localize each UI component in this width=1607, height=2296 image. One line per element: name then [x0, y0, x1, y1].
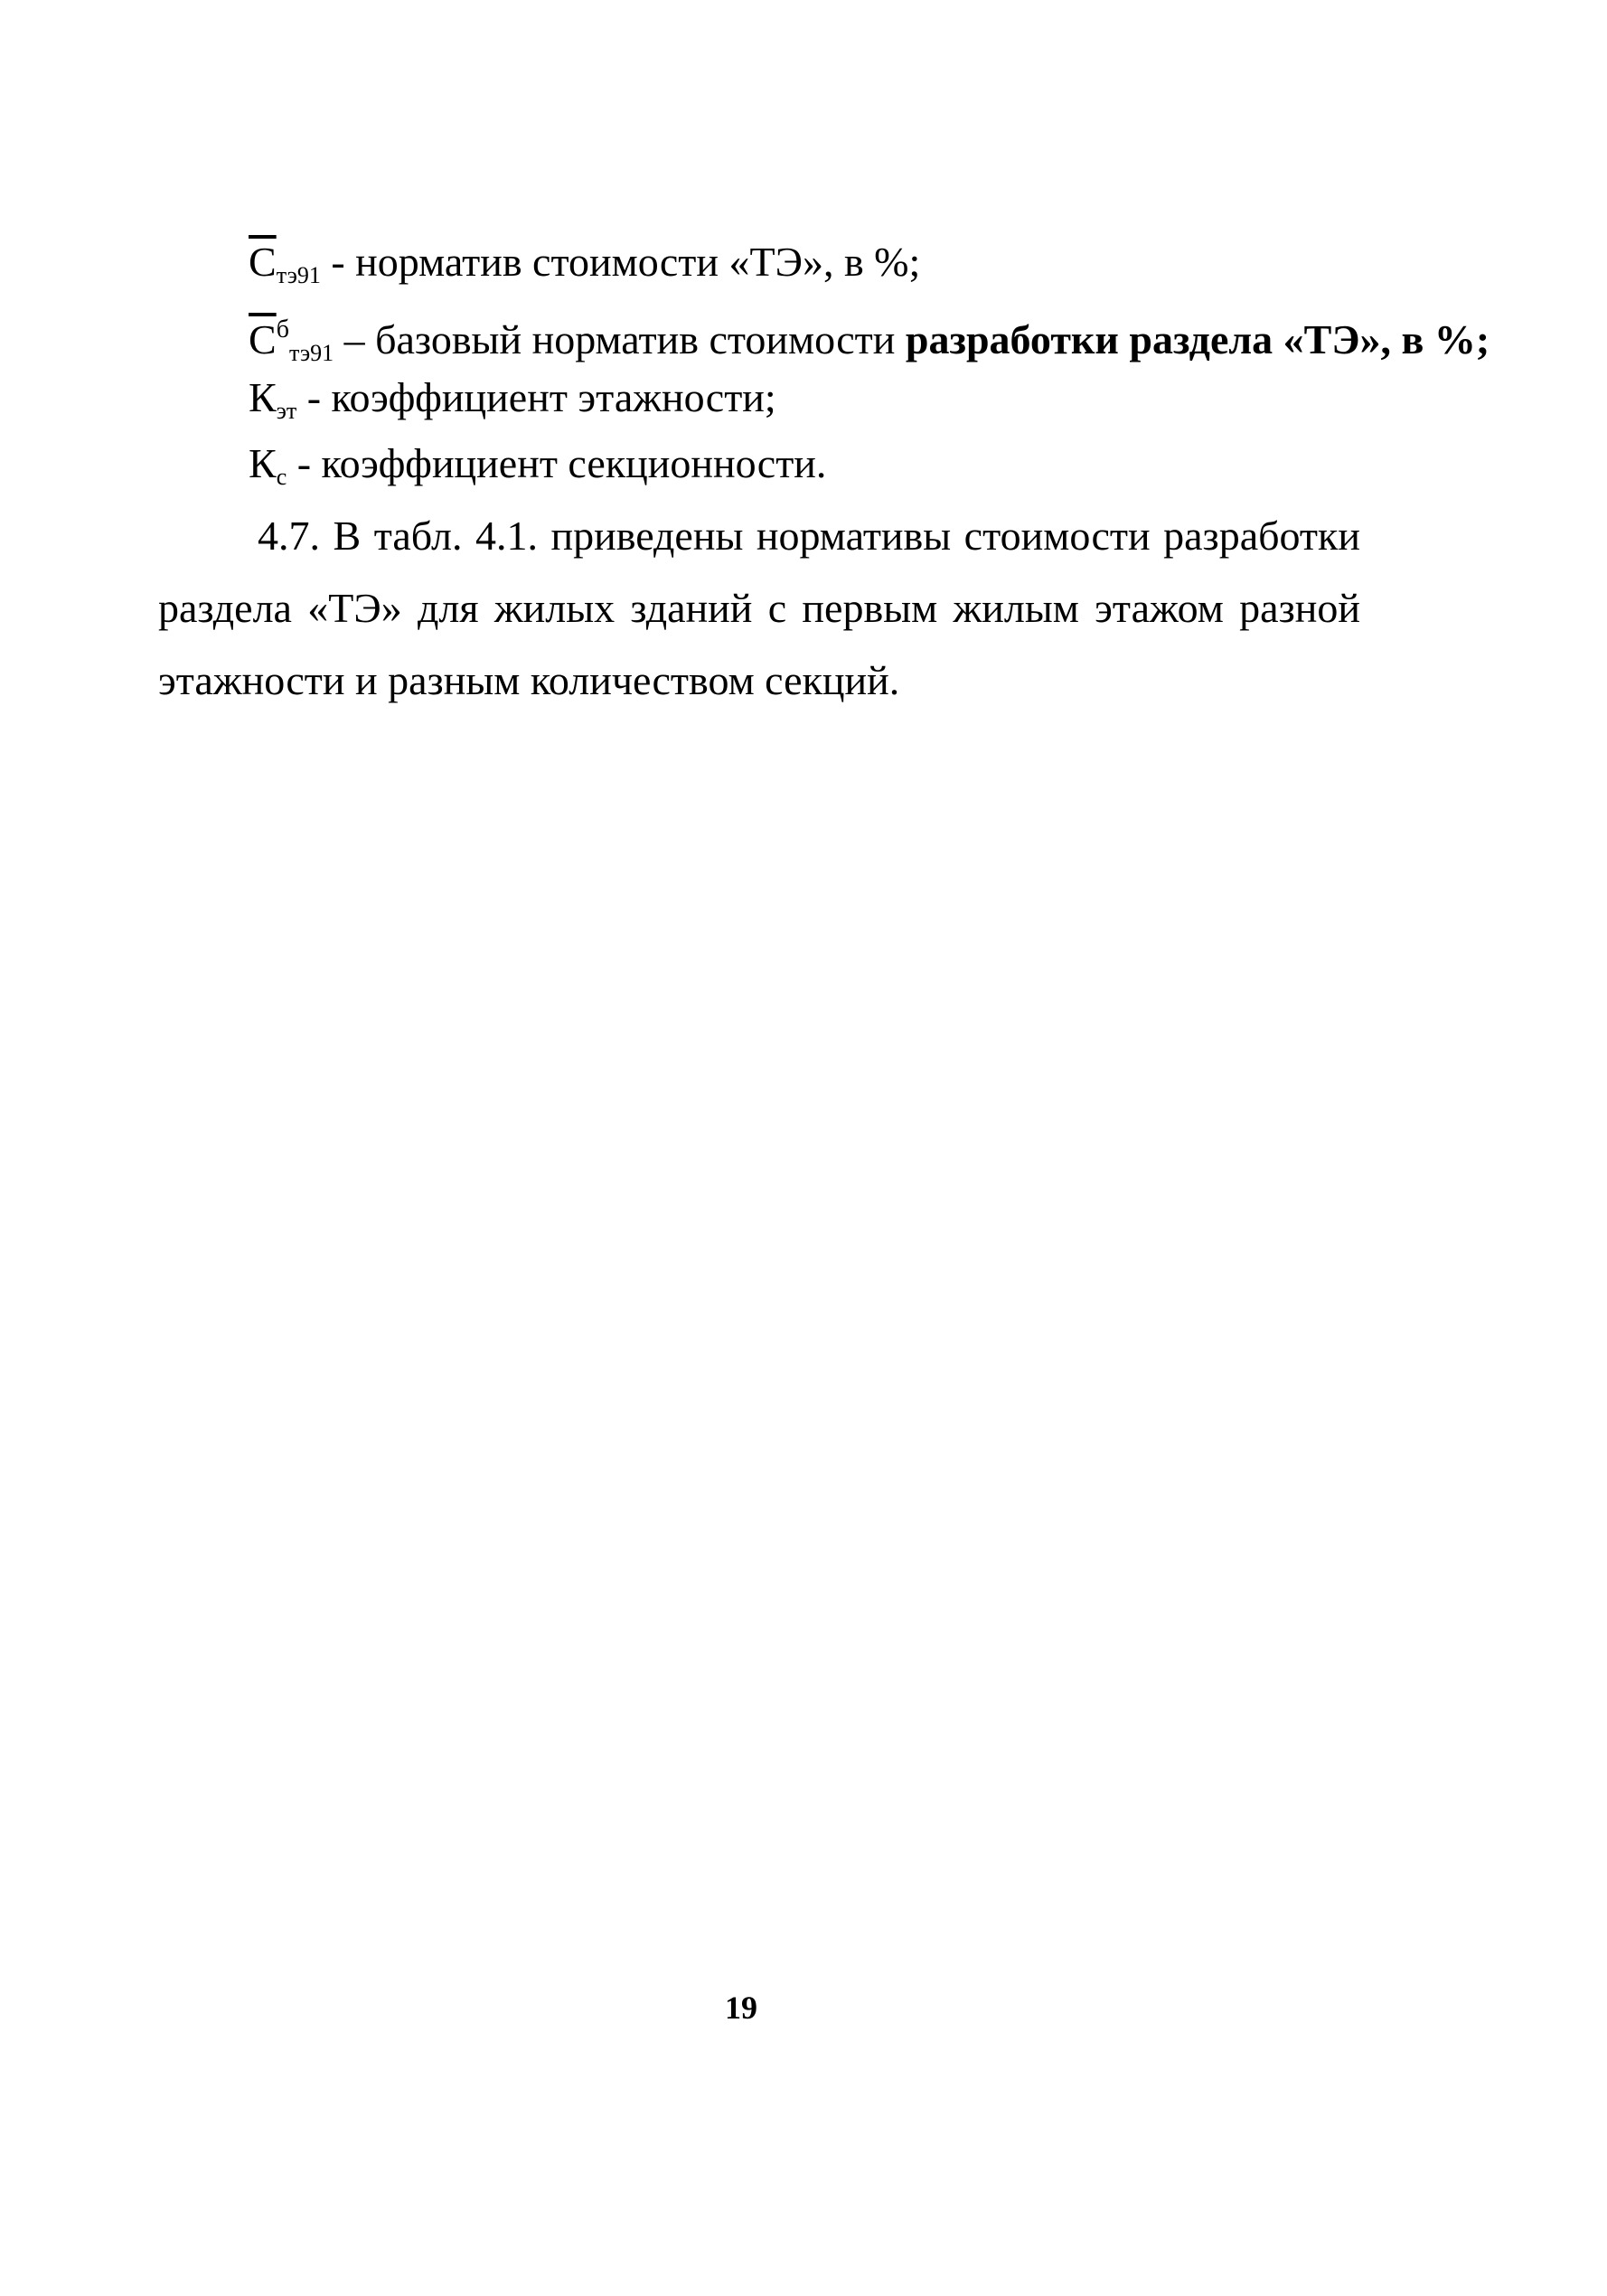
- subscript: эт: [276, 398, 297, 424]
- definition-line-1: [249, 237, 920, 301]
- subscript: с: [276, 464, 287, 490]
- definition-line-3: [249, 372, 776, 437]
- subscript: тэ91: [276, 262, 321, 288]
- definition-line-4: [249, 438, 826, 503]
- symbol-c-te91: $\overline{C}$: [249, 239, 277, 285]
- paragraph-4-7: 4.7. В табл. 4.1. приведены нормативы стоимости разработки раздела «ТЭ» для жилых зданий с первым жилым этажом разной этажности и разным количеством секций.: [158, 513, 1360, 703]
- symbol-k-et: К: [249, 374, 277, 420]
- symbol-c-base-te91: $\overline{C}$: [249, 316, 277, 362]
- symbol-k-s: К: [249, 440, 277, 486]
- definition-text-bold: разработки раздела «ТЭ», в %;: [905, 316, 1490, 362]
- definition-text: - коэффициент секционности.: [287, 440, 827, 486]
- definition-text: - коэффициент этажности;: [296, 374, 776, 420]
- superscript: б: [276, 315, 289, 343]
- definition-text: – базовый норматив стоимости: [334, 316, 906, 362]
- definition-line-2: [249, 305, 1490, 379]
- subscript: тэ91: [288, 340, 334, 366]
- page-number: 19: [725, 1990, 757, 2026]
- definition-text: - норматив стоимости «ТЭ», в %;: [320, 239, 921, 285]
